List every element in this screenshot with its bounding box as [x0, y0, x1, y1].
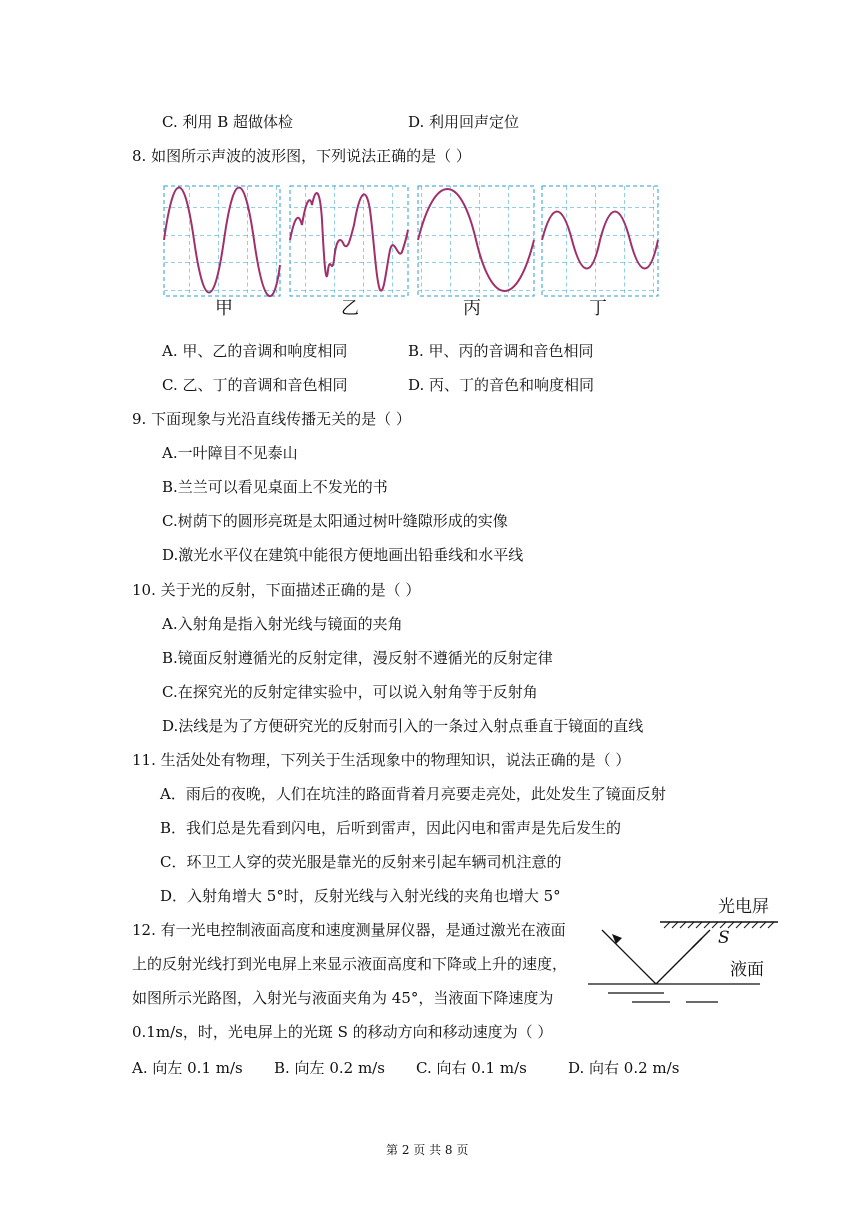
- q9-option-b: B.兰兰可以看见桌面上不发光的书: [162, 478, 388, 496]
- q12-stem-line1: 12. 有一光电控制液面高度和速度测量屏仪器，是通过激光在液面: [132, 921, 566, 939]
- q8-stem: 8. 如图所示声波的波形图，下列说法正确的是（ ）: [132, 147, 471, 165]
- page-footer: 第 2 页 共 8 页: [386, 1143, 469, 1157]
- q9-option-a: A.一叶障目不见泰山: [162, 444, 298, 462]
- q10-option-a: A.入射角是指入射光线与镜面的夹角: [162, 615, 403, 633]
- screen-label: 光电屏: [718, 897, 769, 917]
- q12-option-a: A. 向左 0.1 m/s: [132, 1059, 243, 1077]
- waveform-panel-bing: [418, 186, 534, 296]
- q11-option-d: D．入射角增大 5°时，反射光线与入射光线的夹角也增大 5°: [160, 887, 561, 905]
- waveform-panel-jia: [164, 186, 280, 296]
- waveform-panel-yi: [290, 186, 408, 296]
- liquid-surface-label: 液面: [730, 960, 764, 980]
- incident-arrow-icon: [612, 934, 622, 944]
- q7-option-c: C. 利用 B 超做体检: [162, 113, 294, 131]
- reflected-arrow-icon: [692, 938, 702, 948]
- wave-label-jia: 甲: [215, 298, 233, 319]
- q10-option-d: D.法线是为了方便研究光的反射而引入的一条过入射点垂直于镜面的直线: [162, 717, 644, 735]
- q8-waveform-figure: [160, 180, 660, 300]
- q11-option-b: B．我们总是先看到闪电，后听到雷声，因此闪电和雷声是先后发生的: [160, 819, 622, 837]
- q8-option-c: C. 乙、丁的音调和音色相同: [162, 376, 348, 394]
- q12-stem-line4: 0.1m/s，时，光电屏上的光斑 S 的移动方向和移动速度为（ ）: [132, 1023, 553, 1041]
- wave-label-yi: 乙: [341, 298, 359, 319]
- q12-option-d: D. 向右 0.2 m/s: [568, 1059, 680, 1077]
- q9-option-d: D.激光水平仪在建筑中能很方便地画出铅垂线和水平线: [162, 546, 524, 564]
- waveform-panel-ding: [542, 186, 658, 296]
- q12-stem-line3: 如图所示光路图，入射光与液面夹角为 45°，当液面下降速度为: [132, 989, 554, 1007]
- wave-label-ding: 丁: [589, 298, 607, 319]
- q10-option-b: B.镜面反射遵循光的反射定律，漫反射不遵循光的反射定律: [162, 649, 553, 667]
- q7-option-d: D. 利用回声定位: [408, 113, 520, 131]
- q8-option-a: A. 甲、乙的音调和响度相同: [162, 342, 348, 360]
- q11-option-c: C．环卫工人穿的荧光服是靠光的反射来引起车辆司机注意的: [160, 853, 562, 871]
- wave-label-bing: 丙: [463, 298, 481, 319]
- q9-stem: 9. 下面现象与光沿直线传播无关的是（ ）: [132, 410, 411, 428]
- q12-option-c: C. 向右 0.1 m/s: [416, 1059, 527, 1077]
- q11-stem: 11. 生活处处有物理，下列关于生活现象中的物理知识，说法正确的是（ ）: [132, 751, 631, 769]
- q8-option-d: D. 丙、丁的音色和响度相同: [408, 376, 595, 394]
- q12-option-b: B. 向左 0.2 m/s: [274, 1059, 385, 1077]
- q9-option-c: C.树荫下的圆形亮斑是太阳通过树叶缝隙形成的实像: [162, 512, 508, 530]
- q11-option-a: A．雨后的夜晚，人们在坑洼的路面背着月亮要走亮处，此处发生了镜面反射: [160, 785, 666, 803]
- spot-label: S: [718, 928, 730, 948]
- q12-stem-line2: 上的反射光线打到光电屏上来显示液面高度和下降或上升的速度，: [132, 955, 568, 973]
- q10-stem: 10. 关于光的反射，下面描述正确的是（ ）: [132, 581, 421, 599]
- q8-option-b: B. 甲、丙的音调和音色相同: [408, 342, 594, 360]
- q10-option-c: C.在探究光的反射定律实验中，可以说入射角等于反射角: [162, 683, 538, 701]
